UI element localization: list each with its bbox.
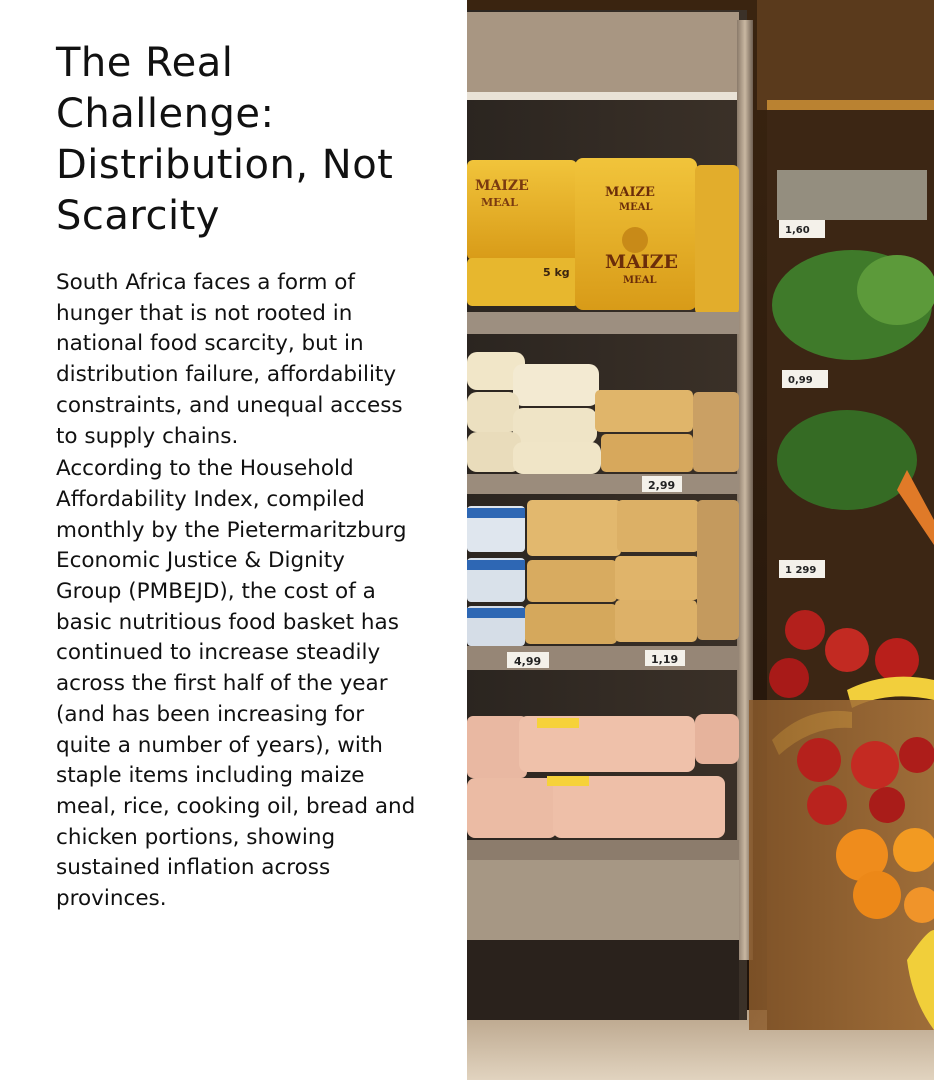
tub-3-lid [467, 608, 525, 618]
fridge-light [467, 92, 739, 100]
chicken-label-2 [547, 776, 589, 786]
price-1-60: 1,60 [785, 225, 810, 236]
rice-bag-3 [467, 392, 519, 432]
bread-2 [601, 434, 693, 472]
apple-5 [797, 738, 841, 782]
rice-bag-2 [513, 364, 599, 406]
bag2-big-1: MAIZE [605, 251, 679, 273]
tub-1-lid [467, 508, 525, 518]
paragraph-2: According to the Household Affordability Index, compiled monthly by the Pietermaritzburg Economic Justice & Dignity Group (PMBEJD), the cost of a basic nutritious food basket has continued to increase steadily across the first half of the year (and has been increasing for quite a number of years), with staple items including maize meal, rice, cooking oil, bread and chicken portions, showing sustained inflation across provinces. [56, 456, 416, 912]
bag2-top-1: MAIZE [605, 185, 655, 200]
apple-6 [851, 741, 899, 789]
apple-7 [899, 737, 934, 773]
produce-display [749, 110, 934, 1030]
apple-8 [807, 785, 847, 825]
bag1-label-2: MEAL [481, 196, 518, 209]
orange-3 [853, 871, 901, 919]
chicken-label-1 [537, 718, 579, 728]
price-4-99: 4,99 [514, 655, 542, 668]
apple-2 [825, 628, 869, 672]
apple-4 [769, 658, 809, 698]
shelf-edge-4 [467, 840, 739, 860]
leafy-greens-3 [777, 410, 917, 510]
price-2-99: 2,99 [648, 479, 676, 492]
fridge-base-panel [467, 860, 739, 940]
chicken-pack-3 [695, 714, 739, 764]
bread-3 [693, 392, 739, 472]
price-0-99: 0,99 [788, 375, 813, 386]
bread-6 [527, 560, 617, 602]
bread-1 [595, 390, 693, 432]
fridge-vent [467, 940, 739, 1020]
shelf-edge-2 [467, 474, 739, 494]
paragraph-1: South Africa faces a form of hunger that is not rooted in national food scarcity, but in distribution failure, affordability constraints, and unequal access to supply chains. [56, 270, 403, 449]
shelf-edge-1 [467, 312, 739, 334]
body-text [56, 268, 416, 915]
bread-5 [617, 500, 699, 552]
maize-bag-3 [695, 165, 739, 315]
fridge-header [467, 12, 739, 92]
bread-9 [615, 600, 697, 642]
bag2-top-2: MEAL [619, 202, 653, 213]
maize-emblem-icon [622, 227, 648, 253]
headline: The Real Challenge: Distribution, Not Scarcity [56, 40, 394, 239]
bread-7 [615, 556, 699, 600]
apple-3 [875, 638, 919, 682]
rice-bag-5 [467, 432, 521, 472]
apple-1 [785, 610, 825, 650]
bread-8 [525, 604, 617, 644]
bread-4 [527, 500, 621, 556]
maize-bag-1 [467, 160, 577, 260]
produce-bin-1 [777, 170, 927, 220]
back-wall-panel [757, 0, 934, 110]
bag2-big-2: MEAL [623, 275, 657, 286]
price-1-299: 1 299 [785, 565, 817, 576]
bag1-weight: 5 kg [543, 266, 570, 279]
chicken-pack-4 [467, 778, 557, 838]
bag1-label-1: MAIZE [475, 178, 529, 194]
price-1-19: 1,19 [651, 653, 679, 666]
rice-bag-4 [513, 408, 597, 444]
leafy-greens-2 [857, 255, 934, 325]
bread-10 [697, 500, 739, 640]
rice-bag-6 [513, 442, 601, 474]
tub-2-lid [467, 560, 525, 570]
apple-9 [869, 787, 905, 823]
chicken-pack-1 [467, 716, 527, 778]
supermarket-shelf-photo [467, 0, 934, 1080]
chicken-shelf [467, 714, 739, 1020]
